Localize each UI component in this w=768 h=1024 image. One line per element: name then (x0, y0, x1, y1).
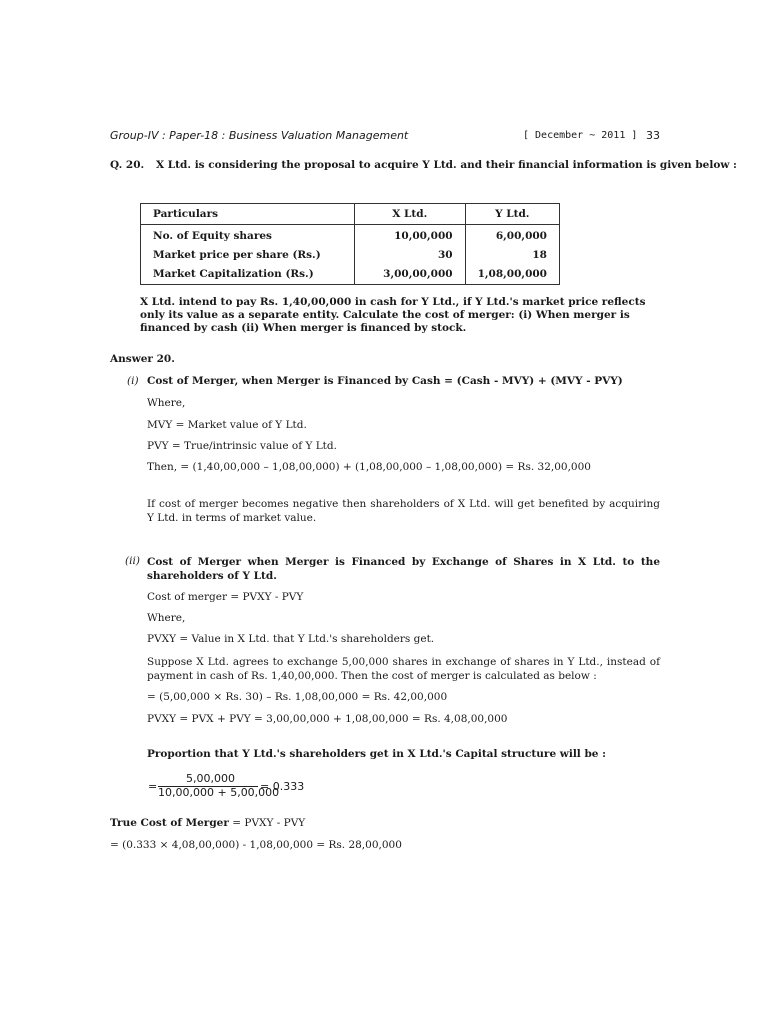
part-ii-calculation: = (5,00,000 × Rs. 30) – Rs. 1,08,00,000 = Rs. 42,00,000 (147, 691, 448, 703)
table-header-cell: Y Ltd. (465, 204, 559, 225)
part-ii-pvxy-definition: PVXY = Value in X Ltd. that Y Ltd.'s shareholders get. (147, 633, 435, 645)
financial-info-table (140, 203, 560, 285)
true-cost-line (110, 817, 305, 829)
part-ii-formula: Cost of merger = PVXY - PVY (147, 591, 304, 603)
fraction-denominator: 10,00,000 + 5,00,000 (158, 786, 280, 799)
true-cost-label: True Cost of Merger (110, 817, 229, 829)
table-header-cell: Particulars (141, 204, 355, 225)
part-i-calculation: Then, = (1,40,00,000 – 1,08,00,000) + (1,08,00,000 – 1,08,00,000) = Rs. 32,00,000 (147, 461, 591, 473)
running-header-title: Group-IV : Paper-18 : Business Valuation Management (110, 129, 409, 142)
part-ii-suppose: Suppose X Ltd. agrees to exchange 5,00,000 shares in exchange of shares in Y Ltd., instead of payment in cash of Rs. 1,40,00,000. Then the cost of merger is calculated as below : (147, 656, 660, 682)
proportion-heading: Proportion that Y Ltd.'s shareholders get in X Ltd.'s Capital structure will be : (147, 748, 607, 760)
part-i-mvy-definition: MVY = Market value of Y Ltd. (147, 419, 307, 431)
part-ii-pvxy-calculation: PVXY = PVX + PVY = 3,00,00,000 + 1,08,00,000 = Rs. 4,08,00,000 (147, 713, 508, 725)
table-cell: 18 (465, 246, 559, 265)
table-cell: 10,00,000 (354, 225, 465, 247)
table-cell: Market Capitalization (Rs.) (141, 265, 355, 285)
true-cost-formula: = PVXY - PVY (228, 817, 306, 829)
table-cell: No. of Equity shares (141, 225, 355, 247)
table-cell: Market price per share (Rs.) (141, 246, 355, 265)
true-cost-calculation: = (0.333 × 4,08,00,000) - 1,08,00,000 = Rs. 28,00,000 (110, 839, 402, 851)
table-cell: 1,08,00,000 (465, 265, 559, 285)
question-text: X Ltd. is considering the proposal to acquire Y Ltd. and their financial information is given below : (156, 159, 737, 171)
part-i-heading: Cost of Merger, when Merger is Financed by Cash = (Cash - MVY) + (MVY - PVY) (147, 375, 623, 387)
table-cell: 6,00,000 (465, 225, 559, 247)
table-row (141, 265, 560, 285)
part-i-numeral: (i) (127, 375, 139, 387)
table-header-cell: X Ltd. (354, 204, 465, 225)
question-prompt: X Ltd. intend to pay Rs. 1,40,00,000 in cash for Y Ltd., if Y Ltd.'s market price reflects only its value as a separate entity. Calculate the cost of merger: (i) When merger is financed by cash (ii) When merger is financed by stock. (140, 296, 646, 334)
table-row (141, 225, 560, 247)
part-i-pvy-definition: PVY = True/intrinsic value of Y Ltd. (147, 440, 337, 452)
part-ii-heading: Cost of Merger when Merger is Financed by Exchange of Shares in X Ltd. to the shareholders of Y Ltd. (147, 556, 660, 582)
answer-title: Answer 20. (110, 353, 175, 365)
table-cell: 30 (354, 246, 465, 265)
part-ii-where: Where, (147, 612, 186, 624)
table-cell: 3,00,00,000 (354, 265, 465, 285)
question-number: Q. 20. (110, 159, 145, 171)
part-i-where: Where, (147, 397, 186, 409)
fraction-result: = 0.333 (260, 780, 305, 793)
part-ii-numeral: (ii) (125, 555, 140, 567)
page-number: 33 (646, 129, 660, 142)
part-i-note: If cost of merger becomes negative then shareholders of X Ltd. will get benefited by acquiring Y Ltd. in terms of market value. (147, 498, 660, 524)
table-row (141, 246, 560, 265)
fraction-equals: = (148, 780, 158, 793)
table-header-row (141, 204, 560, 225)
fraction-numerator: 5,00,000 (186, 772, 235, 785)
running-header-date: [ December ~ 2011 ] (523, 130, 638, 141)
